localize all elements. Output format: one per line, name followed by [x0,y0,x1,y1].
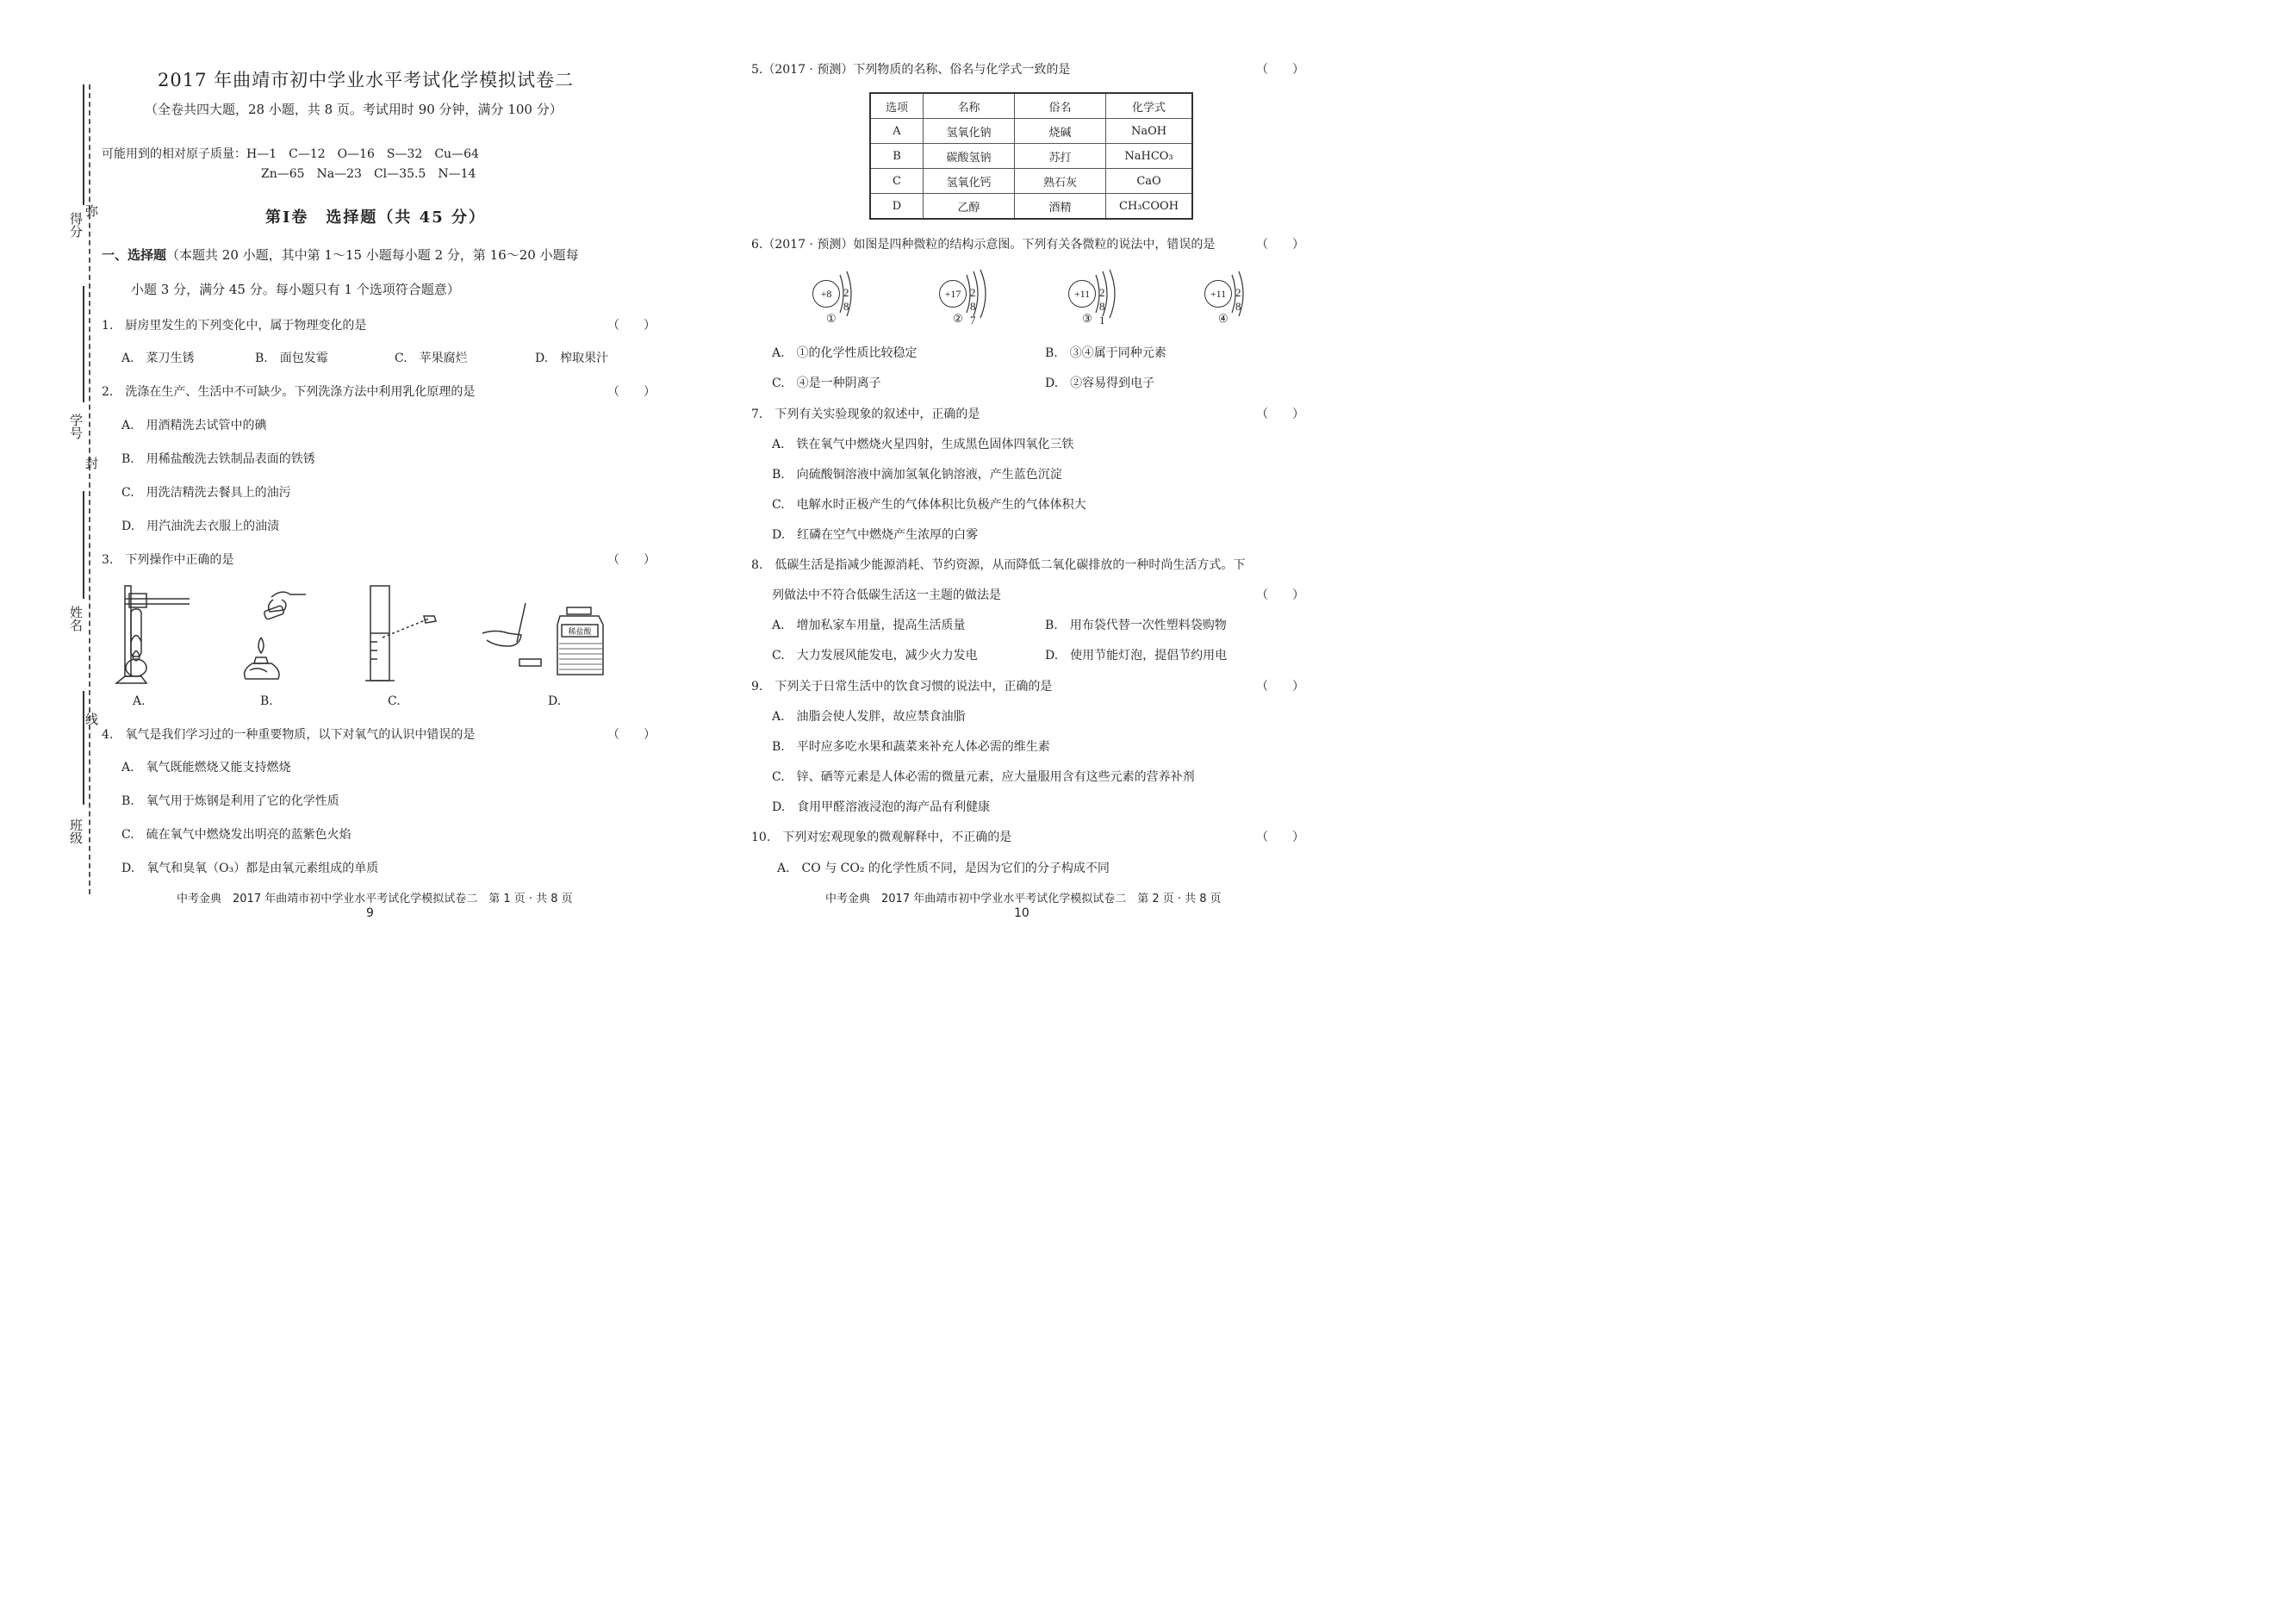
table-header-row [870,93,1192,119]
table-header-cell: 选项 [870,93,924,119]
table-cell: A [870,119,924,144]
q5-table [869,92,1193,220]
table-cell: 碳酸氢钠 [924,144,1015,169]
table-cell: 氢氧化钠 [924,119,1015,144]
part1-desc-line2: 小题 3 分，满分 45 分。每小题只有 1 个选项符合题意） [131,282,460,297]
q9-option-d: D. 食用甲醛溶液浸泡的海产品有利健康 [772,800,991,814]
q9-option-b: B. 平时应多吃水果和蔬菜来补充人体必需的维生素 [772,740,1050,754]
q9-option-c: C. 锌、硒等元素是人体必需的微量元素，应大量服用含有这些元素的营养补剂 [772,770,1195,784]
name-label: 姓名 [68,606,84,632]
q7-stem: 7. 下列有关实验现象的叙述中，正确的是 [751,408,980,421]
dropper-acid-bottle-illustration [478,599,607,689]
electron-shell-arcs [1091,270,1134,318]
table-row [870,119,1192,144]
q1-stem: 1. 厨房里发生的下列变化中，属于物理变化的是 [102,319,367,333]
exam-title: 2017 年曲靖市初中学业水平考试化学模拟试卷二 [158,70,575,90]
table-cell: 氢氧化钙 [924,169,1015,194]
q3-stem: 3. 下列操作中正确的是 [102,553,234,567]
q10-option-a: A. CO 与 CO₂ 的化学性质不同，是因为它们的分子构成不同 [777,862,1110,875]
q7-option-d: D. 红磷在空气中燃烧产生浓厚的白雾 [772,528,979,542]
table-header-cell: 名称 [924,93,1015,119]
left-page-number: 9 [366,906,374,920]
nucleus: +11 [1068,280,1096,308]
q10-answer-paren: （ ） [1256,831,1304,844]
atomic-mass-line1: 可能用到的相对原子质量：H—1 C—12 O—16 S—32 Cu—64 [102,147,479,161]
q8-stem-line1: 8. 低碳生活是指减少能源消耗、节约资源，从而降低二氧化碳排放的一种时尚生活方式。下 [751,558,1246,572]
q4-option-c: C. 硫在氧气中燃烧发出明亮的蓝紫色火焰 [121,828,351,842]
table-cell: NaOH [1106,119,1193,144]
q1-option-a: A. 菜刀生锈 [121,352,195,365]
reading-cylinder-illustration [362,582,448,689]
table-cell: 烧碱 [1015,119,1106,144]
electron-counts: 2 8 [843,286,851,313]
nucleus: +17 [939,280,967,308]
table-cell: NaHCO₃ [1106,144,1193,169]
nucleus: +8 [812,280,840,308]
q7-answer-paren: （ ） [1256,408,1304,421]
electron-shell-arcs [1227,270,1261,318]
table-cell: D [870,194,924,220]
test-tube-heating-illustration [112,582,198,689]
particle-label: ① [826,313,837,326]
particle-label: ③ [1082,313,1092,326]
electron-counts: 2 8 [1235,286,1243,313]
q1-option-d: D. 榨取果汁 [535,352,609,365]
q9-stem: 9. 下列关于日常生活中的饮食习惯的说法中，正确的是 [751,680,1053,694]
q4-answer-paren: （ ） [607,728,656,742]
q6-stem: 6.（2017 · 预测）如图是四种微粒的结构示意图。下列有关各微粒的说法中，错误的是 [751,238,1216,252]
table-header-cell: 俗名 [1015,93,1106,119]
exam-subtitle: （全卷共四大题，28 小题，共 8 页。考试用时 90 分钟，满分 100 分） [145,102,563,117]
q5-stem: 5.（2017 · 预测）下列物质的名称、俗名与化学式一致的是 [751,63,1071,77]
q1-answer-paren: （ ） [607,319,656,333]
seal-char-xian: 线 [84,712,99,725]
q6-answer-paren: （ ） [1256,238,1304,252]
q6-option-d: D. ②容易得到电子 [1045,376,1155,390]
table-cell: 乙醇 [924,194,1015,220]
q2-option-b: B. 用稀盐酸洗去铁制品表面的铁锈 [121,452,315,466]
bottle-label: 稀盐酸 [568,628,592,637]
table-header-cell: 化学式 [1106,93,1193,119]
electron-shell-arcs [961,270,1005,318]
binding-line [83,84,84,205]
q3-option-c: C. [388,694,401,708]
part1-label: 一、选择题 [102,247,167,263]
part1-heading [102,246,579,264]
q2-stem: 2. 洗涤在生产、生活中不可缺少。下列洗涤方法中利用乳化原理的是 [102,385,476,399]
electron-counts: 2 8 1 [1099,286,1107,327]
electron-shell-arcs [835,270,869,318]
part1-desc-line1: （本题共 20 小题，其中第 1～15 小题每小题 2 分，第 16～20 小题每 [166,247,579,263]
q7-option-b: B. 向硫酸铜溶液中滴加氢氧化钠溶液，产生蓝色沉淀 [772,468,1062,482]
q4-option-a: A. 氧气既能燃烧又能支持燃烧 [121,761,291,775]
q8-stem-line2: 列做法中不符合低碳生活这一主题的做法是 [772,588,1001,602]
table-cell: CaO [1106,169,1193,194]
table-cell: 酒精 [1015,194,1106,220]
q2-option-d: D. 用汽油洗去衣服上的油渍 [121,520,280,533]
table-cell: 苏打 [1015,144,1106,169]
q8-option-a: A. 增加私家车用量，提高生活质量 [772,619,966,632]
table-cell: C [870,169,924,194]
table-cell: 熟石灰 [1015,169,1106,194]
table-cell: B [870,144,924,169]
electron-counts: 2 8 7 [970,286,978,327]
particle-label: ② [953,313,963,326]
left-footer: 中考金典 2017 年曲靖市初中学业水平考试化学模拟试卷二 第 1 页 · 共 8 页 [177,893,573,905]
table-cell: CH₃COOH [1106,194,1193,220]
q6-option-b: B. ③④属于同种元素 [1045,346,1166,360]
q3-option-d: D. [548,694,562,708]
particle-label: ④ [1218,313,1229,326]
q9-answer-paren: （ ） [1256,680,1304,694]
q4-option-b: B. 氧气用于炼钢是利用了它的化学性质 [121,794,339,808]
table-row [870,194,1192,220]
q4-option-d: D. 氧气和臭氧（O₃）都是由氧元素组成的单质 [121,862,379,875]
q2-answer-paren: （ ） [607,385,656,399]
table-row [870,169,1192,194]
q8-option-d: D. 使用节能灯泡，提倡节约用电 [1045,649,1228,663]
q6-option-c: C. ④是一种阴离子 [772,376,881,390]
right-footer: 中考金典 2017 年曲靖市初中学业水平考试化学模拟试卷二 第 2 页 · 共 8 页 [825,893,1222,905]
q3-answer-paren: （ ） [607,553,656,567]
nucleus: +11 [1204,280,1232,308]
table-row [870,144,1192,169]
q8-answer-paren: （ ） [1256,588,1304,602]
seal-char-feng: 封 [84,457,99,470]
q8-option-c: C. 大力发展风能发电，减少火力发电 [772,649,978,663]
q2-option-c: C. 用洗洁精洗去餐具上的油污 [121,486,291,500]
binding-line [83,491,84,599]
q4-stem: 4. 氧气是我们学习过的一种重要物质，以下对氧气的认识中错误的是 [102,728,476,742]
binding-line [83,286,84,402]
section-title: 第Ⅰ卷 选择题（共 45 分） [265,208,487,227]
q9-option-a: A. 油脂会使人发胖，故应禁食油脂 [772,710,966,724]
q3-option-b: B. [260,694,273,708]
student-number-label: 学号 [68,414,84,439]
class-label: 班级 [68,818,84,844]
q3-option-a: A. [133,694,146,708]
right-page-number: 10 [1014,906,1030,920]
q1-option-c: C. 苹果腐烂 [395,352,468,365]
q1-option-b: B. 面包发霉 [255,352,328,365]
atomic-mass-line2: Zn—65 Na—23 Cl—35.5 N—14 [261,167,476,181]
q7-option-a: A. 铁在氧气中燃烧火星四射，生成黑色固体四氧化三铁 [772,438,1074,451]
seal-char-mi: 弥 [84,204,99,217]
q8-option-b: B. 用布袋代替一次性塑料袋购物 [1045,619,1227,632]
q7-option-c: C. 电解水时正极产生的气体体积比负极产生的气体体积大 [772,498,1086,512]
score-label: 得分 [68,212,84,238]
lighting-alcohol-lamp-illustration [237,584,314,688]
q10-stem: 10. 下列对宏观现象的微观解释中，不正确的是 [751,831,1012,844]
q2-option-a: A. 用酒精洗去试管中的碘 [121,419,267,432]
q5-answer-paren: （ ） [1256,63,1304,77]
binding-line [83,691,84,805]
q6-option-a: A. ①的化学性质比较稳定 [772,346,918,360]
